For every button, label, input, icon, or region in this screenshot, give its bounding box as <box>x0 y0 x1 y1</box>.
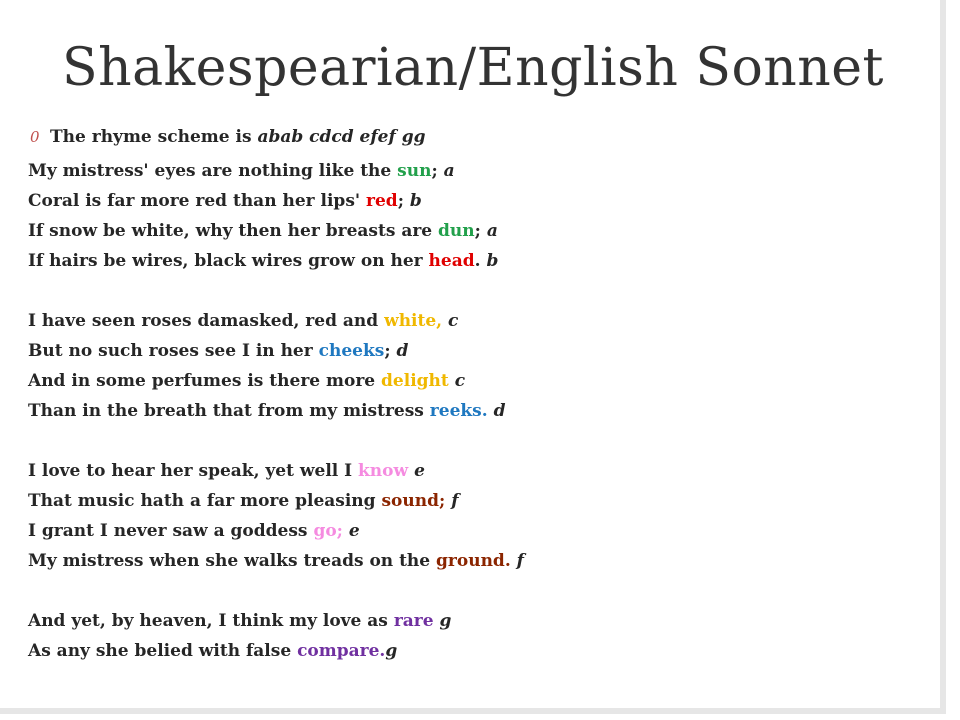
rhyme-word: cheeks <box>318 341 385 361</box>
poem-line <box>28 516 524 546</box>
rhyme-letter: g <box>385 641 398 661</box>
poem-line <box>28 636 524 666</box>
sonnet-body <box>28 156 524 666</box>
rhyme-word: delight <box>381 371 449 391</box>
rhyme-letter: g <box>439 611 452 631</box>
poem-line <box>28 546 524 576</box>
line-text: I grant I never saw a goddess <box>28 521 314 541</box>
rhyme-letter: e <box>348 521 360 541</box>
line-punctuation: ; <box>474 221 487 241</box>
poem-line <box>28 336 524 366</box>
rhyme-word: sun <box>397 161 432 181</box>
line-text: And yet, by heaven, I think my love as <box>28 611 394 631</box>
bullet-rhyme-scheme <box>30 124 426 150</box>
rhyme-letter: c <box>448 311 459 331</box>
rhyme-letter: e <box>414 461 425 481</box>
rhyme-letter: d <box>396 341 409 361</box>
rhyme-letter: b <box>409 191 422 211</box>
line-text: If hairs be wires, black wires grow on her <box>28 251 429 271</box>
rhyme-word: know <box>358 461 409 481</box>
line-punctuation: ; <box>397 191 410 211</box>
rhyme-word: head <box>428 251 475 271</box>
line-punctuation: ; <box>431 161 444 181</box>
bullet-scheme: abab cdcd efef gg <box>257 127 426 147</box>
rhyme-word: rare <box>393 611 434 631</box>
poem-line <box>28 366 524 396</box>
rhyme-word: compare. <box>297 641 386 661</box>
bullet-text: The rhyme scheme is <box>50 127 258 147</box>
poem-line <box>28 606 524 636</box>
line-punctuation: . <box>474 251 487 271</box>
stanza-gap <box>28 426 524 456</box>
slide-title: Shakespearian/English Sonnet <box>62 38 884 98</box>
stanza-gap <box>28 276 524 306</box>
rhyme-word: reeks. <box>429 401 488 421</box>
rhyme-letter: f <box>516 551 524 571</box>
rhyme-word: go; <box>313 521 343 541</box>
rhyme-letter: b <box>486 251 499 271</box>
poem-line <box>28 186 524 216</box>
bullet-marker: 0 <box>30 128 40 146</box>
line-text: But no such roses see I in her <box>28 341 319 361</box>
line-text: I love to hear her speak, yet well I <box>28 461 359 481</box>
line-text: As any she belied with false <box>28 641 298 661</box>
line-text: If snow be white, why then her breasts are <box>28 221 439 241</box>
line-punctuation: ; <box>384 341 397 361</box>
line-text: Than in the breath that from my mistress <box>28 401 430 421</box>
poem-line <box>28 486 524 516</box>
rhyme-word: red <box>366 191 398 211</box>
rhyme-word: sound; <box>381 491 446 511</box>
poem-line <box>28 246 524 276</box>
stanza-gap <box>28 576 524 606</box>
line-text: Coral is far more red than her lips' <box>28 191 367 211</box>
poem-line <box>28 156 524 186</box>
line-text: My mistress' eyes are nothing like the <box>28 161 398 181</box>
poem-line <box>28 456 524 486</box>
rhyme-letter: a <box>443 161 455 181</box>
poem-line <box>28 306 524 336</box>
rhyme-letter: c <box>454 371 466 391</box>
rhyme-word: dun <box>438 221 475 241</box>
line-text: My mistress when she walks treads on the <box>28 551 437 571</box>
line-text: And in some perfumes is there more <box>28 371 382 391</box>
line-text: I have seen roses damasked, red and <box>28 311 385 331</box>
rhyme-letter: f <box>451 491 459 511</box>
poem-line <box>28 396 524 426</box>
line-text: That music hath a far more pleasing <box>28 491 382 511</box>
rhyme-letter: a <box>486 221 498 241</box>
rhyme-letter: d <box>493 401 506 421</box>
poem-line <box>28 216 524 246</box>
rhyme-word: ground. <box>436 551 511 571</box>
rhyme-word: white, <box>384 311 443 331</box>
